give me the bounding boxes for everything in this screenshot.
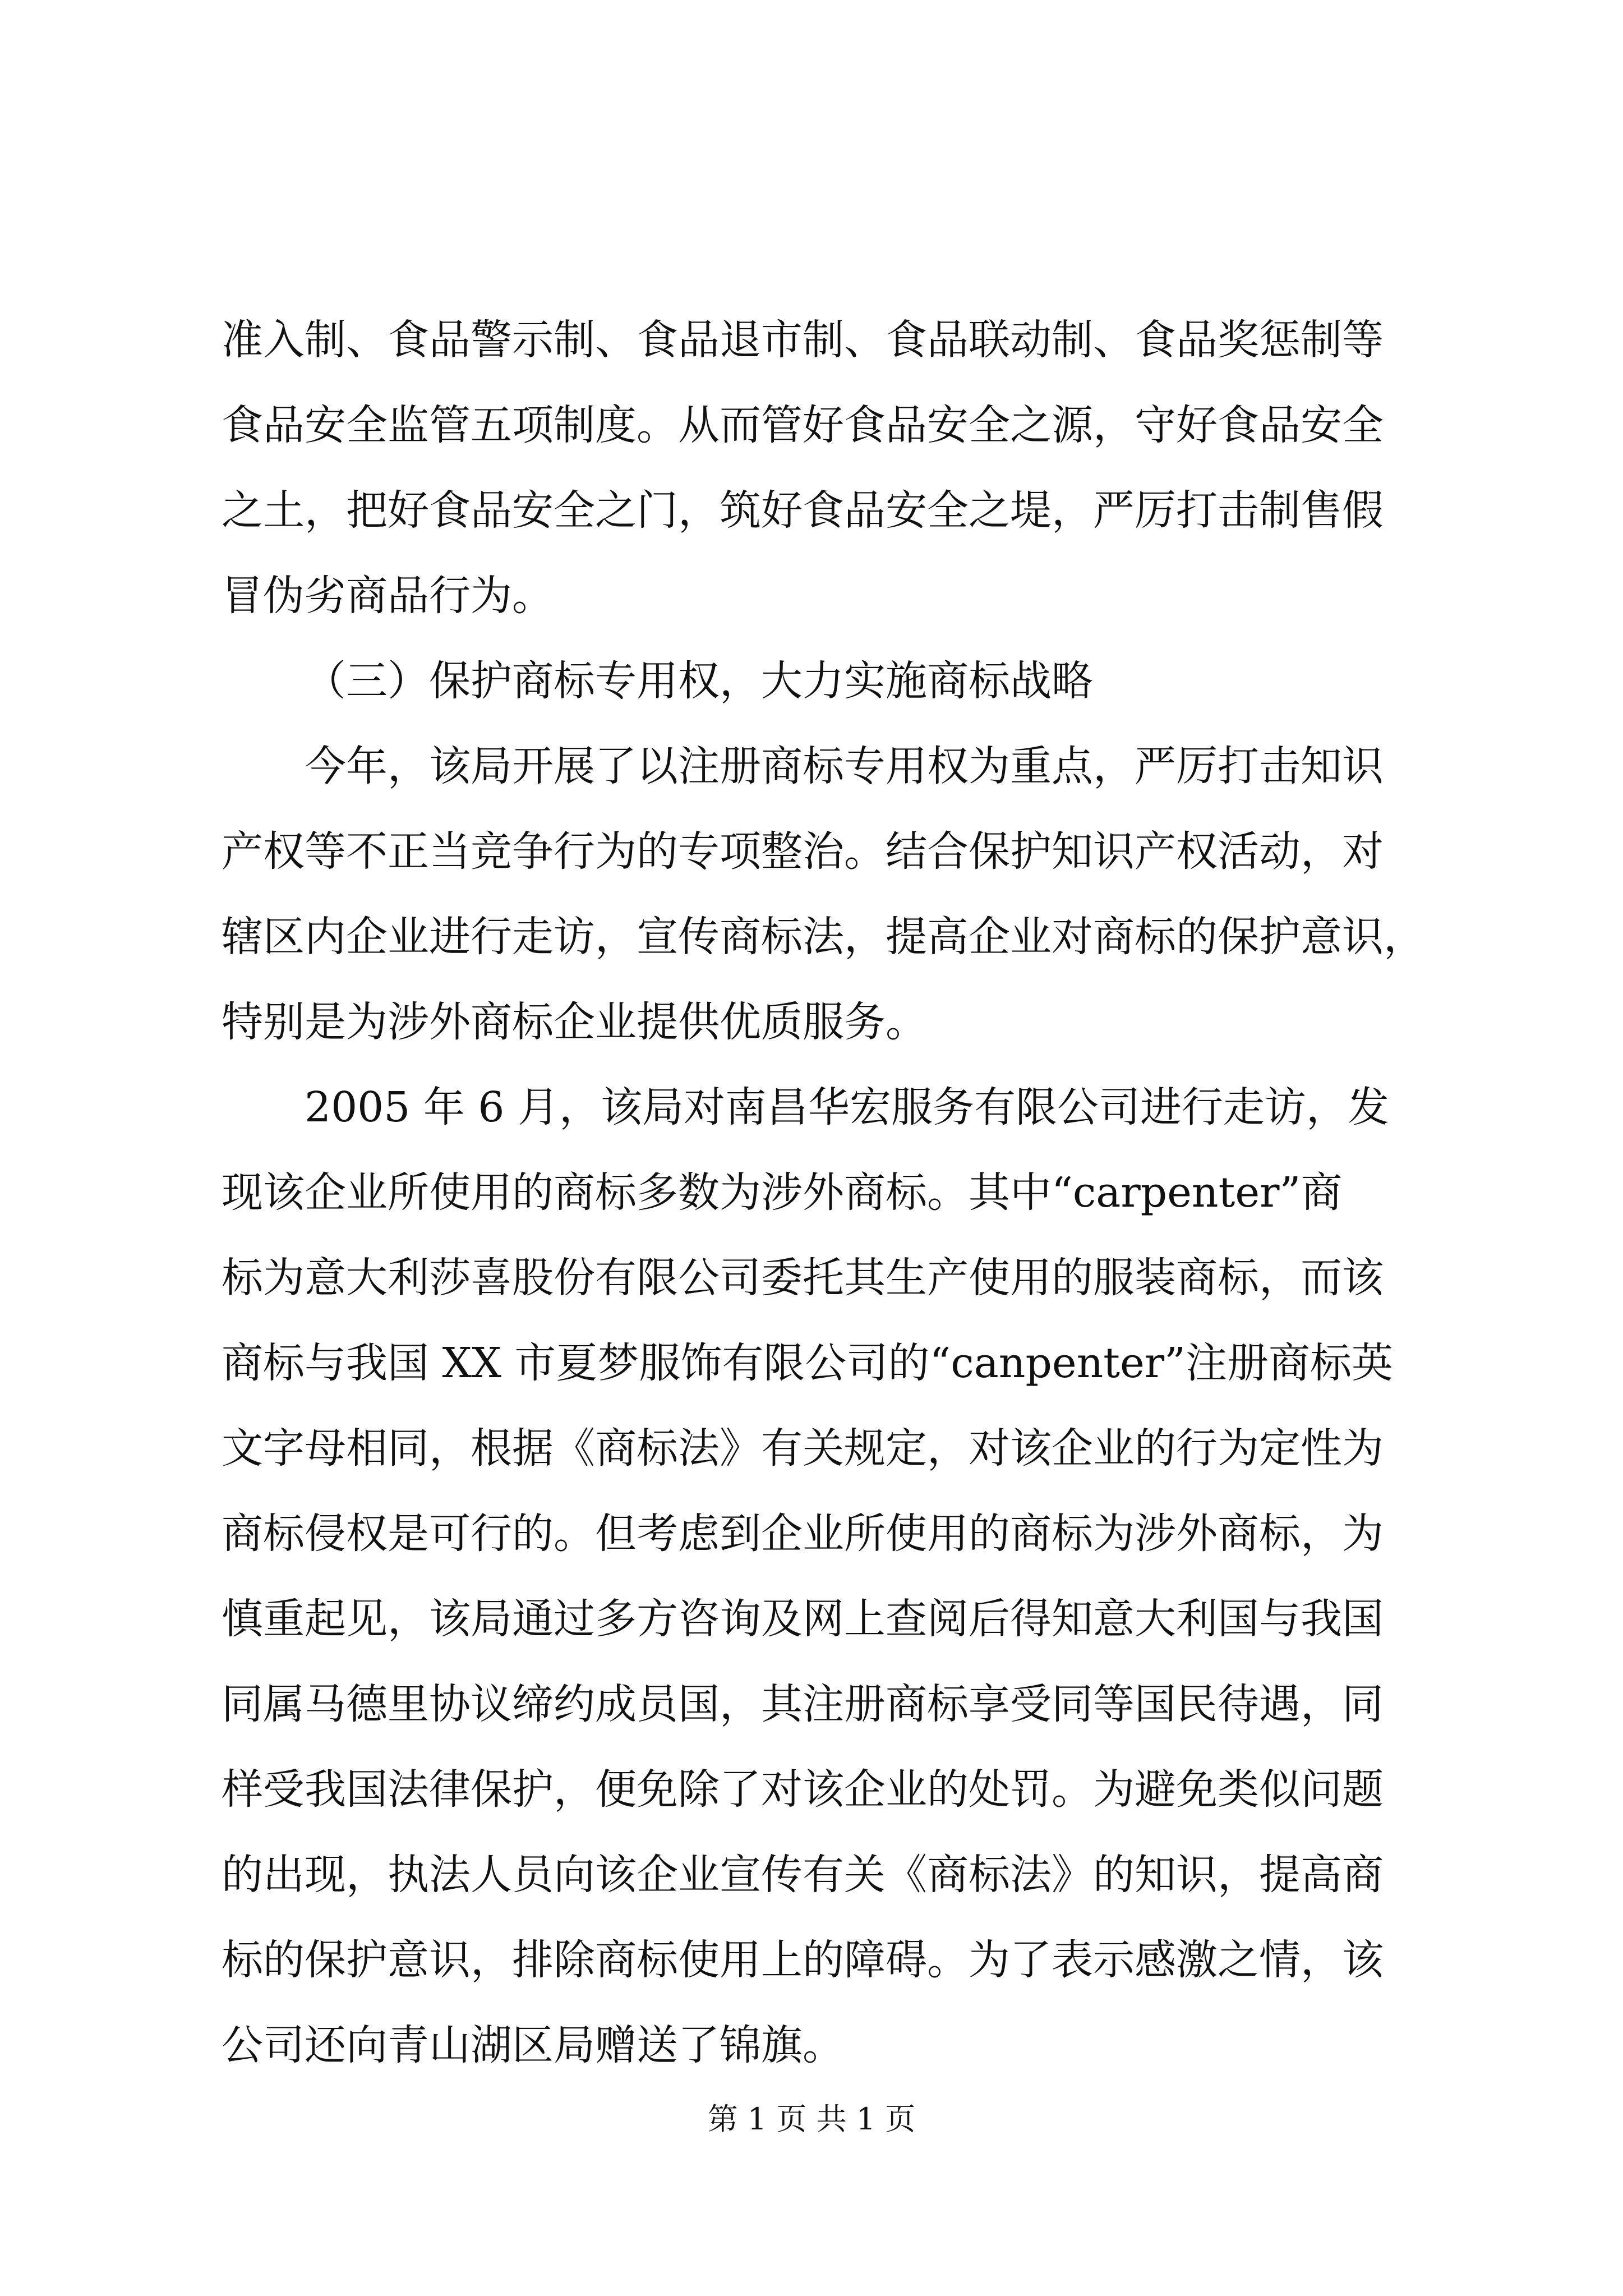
text-line: 同属马德里协议缔约成员国，其注册商标享受同等国民待遇，同 — [222, 1680, 1384, 1728]
paragraph-trademark-campaign — [222, 724, 1425, 1065]
text-line: 现该企业所使用的商标多数为涉外商标。其中“carpenter”商 — [222, 1168, 1343, 1217]
text-line: 商标与我国 XX 市夏梦服饰有限公司的“canpenter”注册商标英 — [222, 1339, 1394, 1387]
text-line: 之土，把好食品安全之门，筑好食品安全之堤，严厉打击制售假 — [222, 486, 1384, 535]
text-line: 标的保护意识，排除商标使用上的障碍。为了表示感激之情，该 — [222, 1936, 1384, 1984]
text-line: 冒伪劣商品行为。 — [222, 572, 554, 620]
text-line: 标为意大利莎喜股份有限公司委托其生产使用的服装商标，而该 — [222, 1254, 1384, 1302]
text-line: 商标侵权是可行的。但考虑到企业所使用的商标为涉外商标，为 — [222, 1510, 1384, 1558]
text-line: 准入制、食品警示制、食品退市制、食品联动制、食品奖惩制等 — [222, 316, 1384, 364]
paragraph-case-2005 — [222, 1065, 1408, 2088]
text-line: 辖区内企业进行走访，宣传商标法，提高企业对商标的保护意识， — [222, 913, 1425, 961]
text-line: 文字母相同，根据《商标法》有关规定，对该企业的行为定性为 — [222, 1424, 1384, 1473]
section-heading — [222, 638, 1408, 724]
text-line: 样受我国法律保护，便免除了对该企业的处罚。为避免类似问题 — [222, 1765, 1384, 1814]
text-line: 特别是为涉外商标企业提供优质服务。 — [222, 998, 927, 1046]
text-line: 的出现，执法人员向该企业宣传有关《商标法》的知识，提高商 — [222, 1851, 1384, 1899]
text-line: 慎重起见，该局通过多方咨询及网上查阅后得知意大利国与我国 — [222, 1595, 1384, 1643]
page-number: 第 1 页 共 1 页 — [707, 2101, 916, 2137]
text-line: 2005 年 6 月，该局对南昌华宏服务有限公司进行走访，发 — [305, 1083, 1389, 1131]
paragraph-food-safety — [222, 297, 1408, 638]
text-line: 食品安全监管五项制度。从而管好食品安全之源，守好食品安全 — [222, 401, 1384, 449]
page-footer — [0, 2100, 1623, 2139]
text-line: 产权等不正当竞争行为的专项整治。结合保护知识产权活动，对 — [222, 827, 1384, 876]
text-line: 今年，该局开展了以注册商标专用权为重点，严厉打击知识 — [305, 742, 1384, 790]
text-line: 公司还向青山湖区局赠送了锦旗。 — [222, 2021, 844, 2069]
document-body — [222, 297, 1425, 2088]
section-heading-text: （三）保护商标专用权，大力实施商标战略 — [305, 657, 1093, 705]
